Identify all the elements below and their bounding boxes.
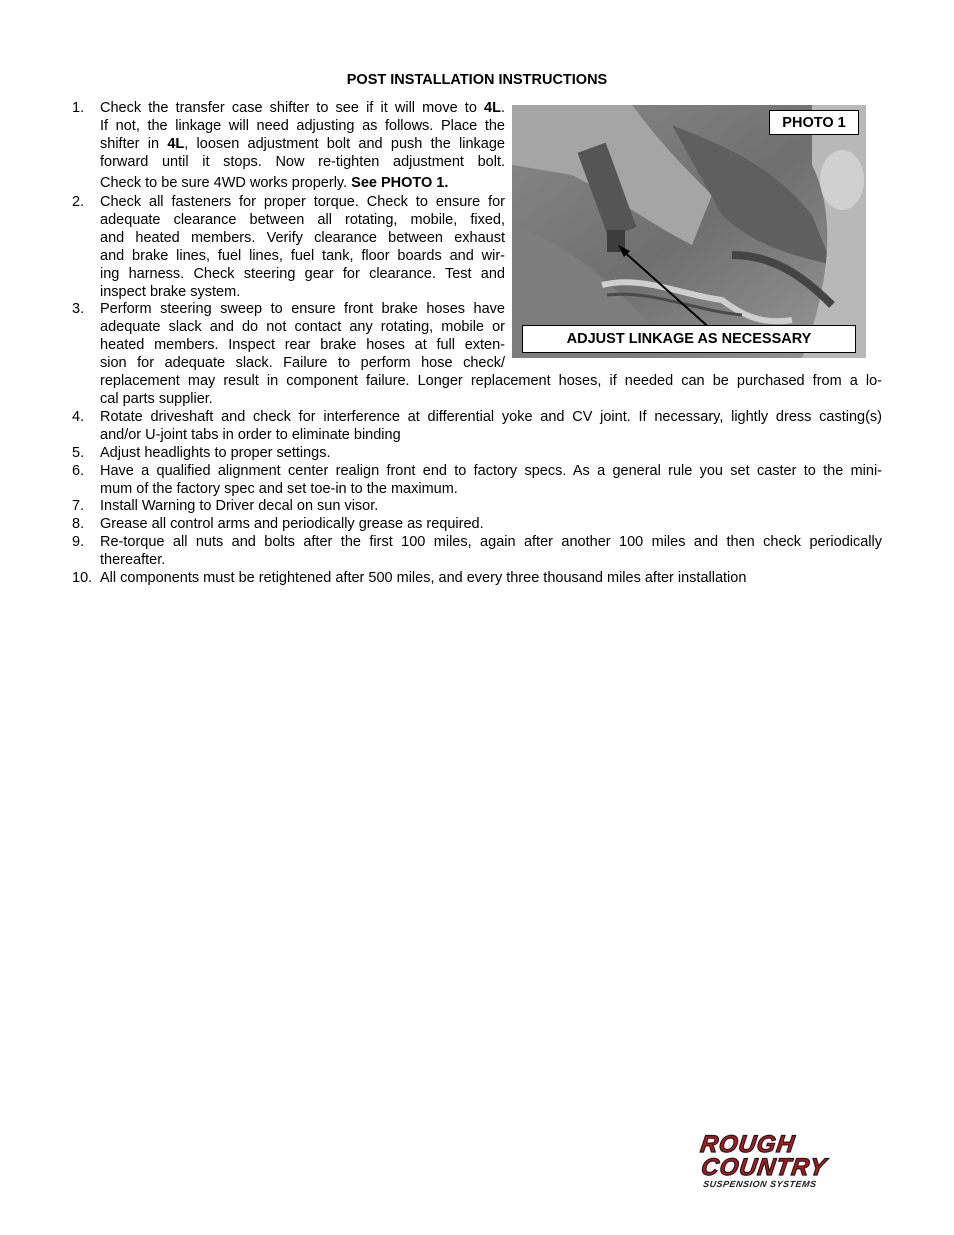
item-text: Re-torque all nuts and bolts after the first 100 miles, again after another 100 miles and then check periodically thereafter. — [100, 534, 882, 568]
logo-line-3: SUSPENSION SYSTEMS — [702, 1179, 818, 1189]
item-text: Adjust headlights to proper settings. — [100, 445, 331, 461]
item-number: 2. — [72, 194, 85, 210]
item-number: 6. — [72, 463, 85, 479]
item-number: 10. — [72, 570, 93, 586]
item-number: 4. — [72, 409, 85, 425]
item-text: Install Warning to Driver decal on sun visor. — [100, 498, 379, 514]
item-text: Grease all control arms and periodically grease as required. — [100, 516, 484, 532]
photo-label: PHOTO 1 — [769, 110, 859, 135]
item-text: Check the transfer case shifter to see if it will move to 4L. If not, the linkage will need adjusting as follows. Place the shifter in 4L, loosen adjustment bolt and push the linkage forward until it stops. Now re-tighten adjustment bolt. Check to be sure 4WD works properly. See PHOTO 1. — [100, 100, 505, 191]
photo-caption: ADJUST LINKAGE AS NECESSARY — [522, 325, 856, 353]
item-text: Perform steering sweep to ensure front brake hoses have adequate slack and do not contact any rotating, mobile or heated members. Inspect rear brake hoses at full exten- sion for adequate slack. Failure to perform hose check/ — [100, 301, 505, 371]
item-text: All components must be retightened after 500 miles, and every three thousand miles after installation — [100, 570, 747, 586]
item-text: Check all fasteners for proper torque. Check to ensure for adequate clearance between all rotating, mobile, fixed, and heated members. Verify clearance between exhaust and brake lines, fuel lines, fuel tank, floor boards and wir- ing harness. Check steering gear for clearance. Test and inspect brake system. — [100, 194, 505, 300]
item-number: 8. — [72, 516, 85, 532]
logo-line-1: ROUGH — [698, 1131, 797, 1158]
item-text-continued: replacement may result in component failure. Longer replacement hoses, if needed can be purchased from a lo- cal parts supplier. — [100, 372, 882, 407]
rough-country-logo — [697, 1128, 887, 1190]
logo-line-2: COUNTRY — [699, 1154, 829, 1181]
item-number: 3. — [72, 301, 85, 317]
page-title: POST INSTALLATION INSTRUCTIONS — [346, 72, 608, 88]
photo-1-image — [512, 105, 866, 358]
item-number: 5. — [72, 445, 85, 461]
item-number: 9. — [72, 534, 85, 550]
item-number: 1. — [72, 100, 85, 116]
item-text: Have a qualified alignment center realign front end to factory specs. As a general rule you set caster to the mini- mum of the factory spec and set toe-in to the maximum. — [100, 463, 882, 497]
item-text: Rotate driveshaft and check for interference at differential yoke and CV joint. If necessary, lightly dress casting(s) and/or U-joint tabs in order to eliminate binding — [100, 409, 882, 443]
item-number: 7. — [72, 498, 85, 514]
